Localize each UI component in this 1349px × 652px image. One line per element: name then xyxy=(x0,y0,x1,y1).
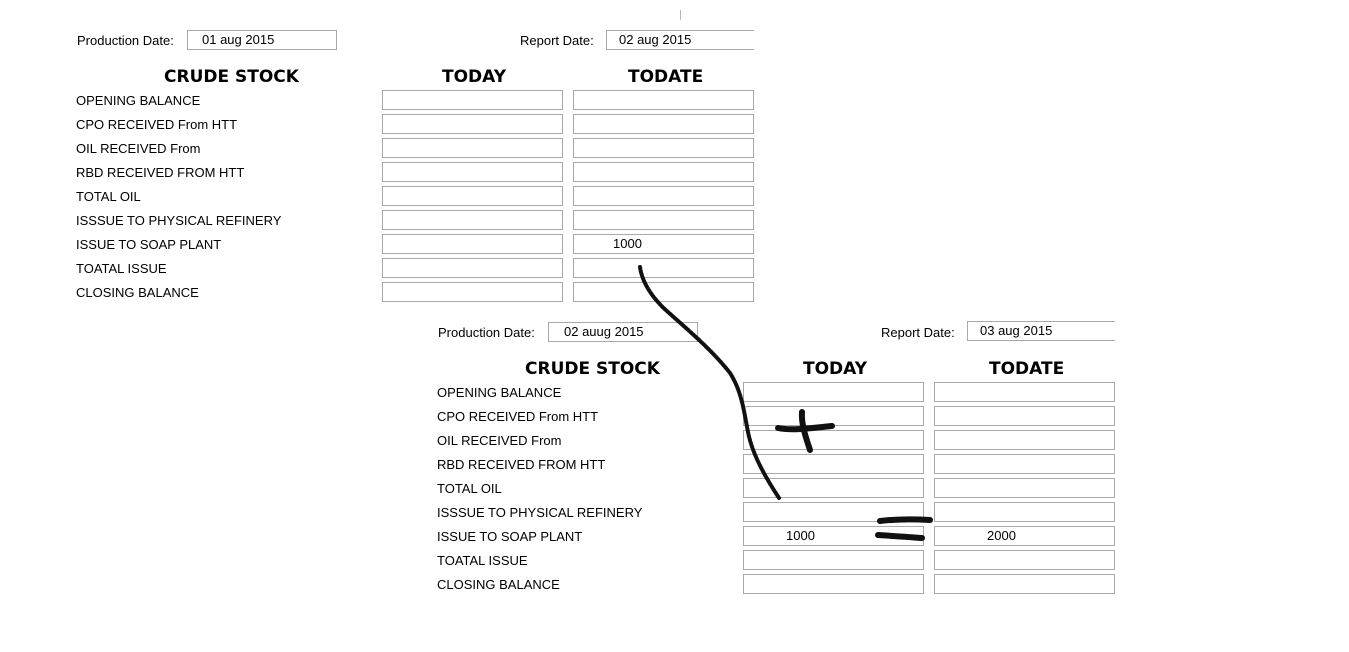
row-label-cpo-received-from-htt: CPO RECEIVED From HTT xyxy=(437,409,599,424)
production-date-label: Production Date: xyxy=(77,33,174,48)
row-label-rbd-received-from-htt: RBD RECEIVED FROM HTT xyxy=(76,165,245,180)
row-label-toatal-issue: TOATAL ISSUE xyxy=(76,261,167,276)
todate-heading: TODATE xyxy=(989,359,1065,379)
today-field-oil-received-from[interactable] xyxy=(382,138,563,158)
report-date-value: 03 aug 2015 xyxy=(980,323,1053,338)
row-label-isssue-to-physical-refinery: ISSSUE TO PHYSICAL REFINERY xyxy=(76,213,282,228)
today-field-issue-to-soap-plant[interactable] xyxy=(382,234,563,254)
today-field-opening-balance[interactable] xyxy=(743,382,924,402)
row-label-rbd-received-from-htt: RBD RECEIVED FROM HTT xyxy=(437,457,606,472)
todate-value: 2000 xyxy=(987,528,1016,543)
today-field-isssue-to-physical-refinery[interactable] xyxy=(382,210,563,230)
todate-field-rbd-received-from-htt[interactable] xyxy=(934,454,1115,474)
production-date-value: 01 aug 2015 xyxy=(202,32,275,47)
today-field-cpo-received-from-htt[interactable] xyxy=(382,114,563,134)
report-date-field[interactable] xyxy=(606,30,754,50)
today-field-toatal-issue[interactable] xyxy=(743,550,924,570)
todate-field-cpo-received-from-htt[interactable] xyxy=(934,406,1115,426)
row-label-toatal-issue: TOATAL ISSUE xyxy=(437,553,528,568)
report-date-label: Report Date: xyxy=(520,33,594,48)
todate-value: 1000 xyxy=(613,236,642,251)
row-label-total-oil: TOTAL OIL xyxy=(437,481,502,496)
todate-field-oil-received-from[interactable] xyxy=(934,430,1115,450)
todate-field-issue-to-soap-plant[interactable] xyxy=(934,526,1115,546)
row-label-oil-received-from: OIL RECEIVED From xyxy=(76,141,201,156)
report-date-value: 02 aug 2015 xyxy=(619,32,692,47)
production-date-field[interactable] xyxy=(187,30,337,50)
row-label-closing-balance: CLOSING BALANCE xyxy=(437,577,560,592)
todate-field-opening-balance[interactable] xyxy=(573,90,754,110)
todate-field-cpo-received-from-htt[interactable] xyxy=(573,114,754,134)
todate-heading: TODATE xyxy=(628,67,704,87)
todate-field-isssue-to-physical-refinery[interactable] xyxy=(934,502,1115,522)
todate-field-closing-balance[interactable] xyxy=(934,574,1115,594)
today-field-issue-to-soap-plant[interactable] xyxy=(743,526,924,546)
today-field-opening-balance[interactable] xyxy=(382,90,563,110)
today-field-toatal-issue[interactable] xyxy=(382,258,563,278)
report-date-field[interactable] xyxy=(967,321,1115,341)
todate-field-issue-to-soap-plant[interactable] xyxy=(573,234,754,254)
todate-field-opening-balance[interactable] xyxy=(934,382,1115,402)
row-label-opening-balance: OPENING BALANCE xyxy=(437,385,562,400)
crude-stock-heading: CRUDE STOCK xyxy=(525,359,660,379)
production-date-label: Production Date: xyxy=(438,325,535,340)
todate-field-toatal-issue[interactable] xyxy=(573,258,754,278)
todate-field-total-oil[interactable] xyxy=(934,478,1115,498)
cursor-tick xyxy=(680,10,681,20)
row-label-issue-to-soap-plant: ISSUE TO SOAP PLANT xyxy=(437,529,583,544)
row-label-opening-balance: OPENING BALANCE xyxy=(76,93,201,108)
today-field-total-oil[interactable] xyxy=(382,186,563,206)
row-label-oil-received-from: OIL RECEIVED From xyxy=(437,433,562,448)
production-date-value: 02 auug 2015 xyxy=(564,324,644,339)
today-field-isssue-to-physical-refinery[interactable] xyxy=(743,502,924,522)
report-date-label: Report Date: xyxy=(881,325,955,340)
todate-field-total-oil[interactable] xyxy=(573,186,754,206)
row-label-cpo-received-from-htt: CPO RECEIVED From HTT xyxy=(76,117,238,132)
production-date-field[interactable] xyxy=(548,322,698,342)
row-label-closing-balance: CLOSING BALANCE xyxy=(76,285,199,300)
today-heading: TODAY xyxy=(442,67,506,87)
todate-field-rbd-received-from-htt[interactable] xyxy=(573,162,754,182)
todate-field-isssue-to-physical-refinery[interactable] xyxy=(573,210,754,230)
today-field-rbd-received-from-htt[interactable] xyxy=(382,162,563,182)
today-field-total-oil[interactable] xyxy=(743,478,924,498)
plus-horizontal-stroke xyxy=(778,426,832,429)
todate-field-toatal-issue[interactable] xyxy=(934,550,1115,570)
todate-field-oil-received-from[interactable] xyxy=(573,138,754,158)
row-label-isssue-to-physical-refinery: ISSSUE TO PHYSICAL REFINERY xyxy=(437,505,643,520)
crude-stock-heading: CRUDE STOCK xyxy=(164,67,299,87)
today-field-closing-balance[interactable] xyxy=(743,574,924,594)
today-heading: TODAY xyxy=(803,359,867,379)
today-field-oil-received-from[interactable] xyxy=(743,430,924,450)
today-field-rbd-received-from-htt[interactable] xyxy=(743,454,924,474)
today-value: 1000 xyxy=(786,528,815,543)
today-field-closing-balance[interactable] xyxy=(382,282,563,302)
row-label-issue-to-soap-plant: ISSUE TO SOAP PLANT xyxy=(76,237,222,252)
todate-field-closing-balance[interactable] xyxy=(573,282,754,302)
today-field-cpo-received-from-htt[interactable] xyxy=(743,406,924,426)
row-label-total-oil: TOTAL OIL xyxy=(76,189,141,204)
